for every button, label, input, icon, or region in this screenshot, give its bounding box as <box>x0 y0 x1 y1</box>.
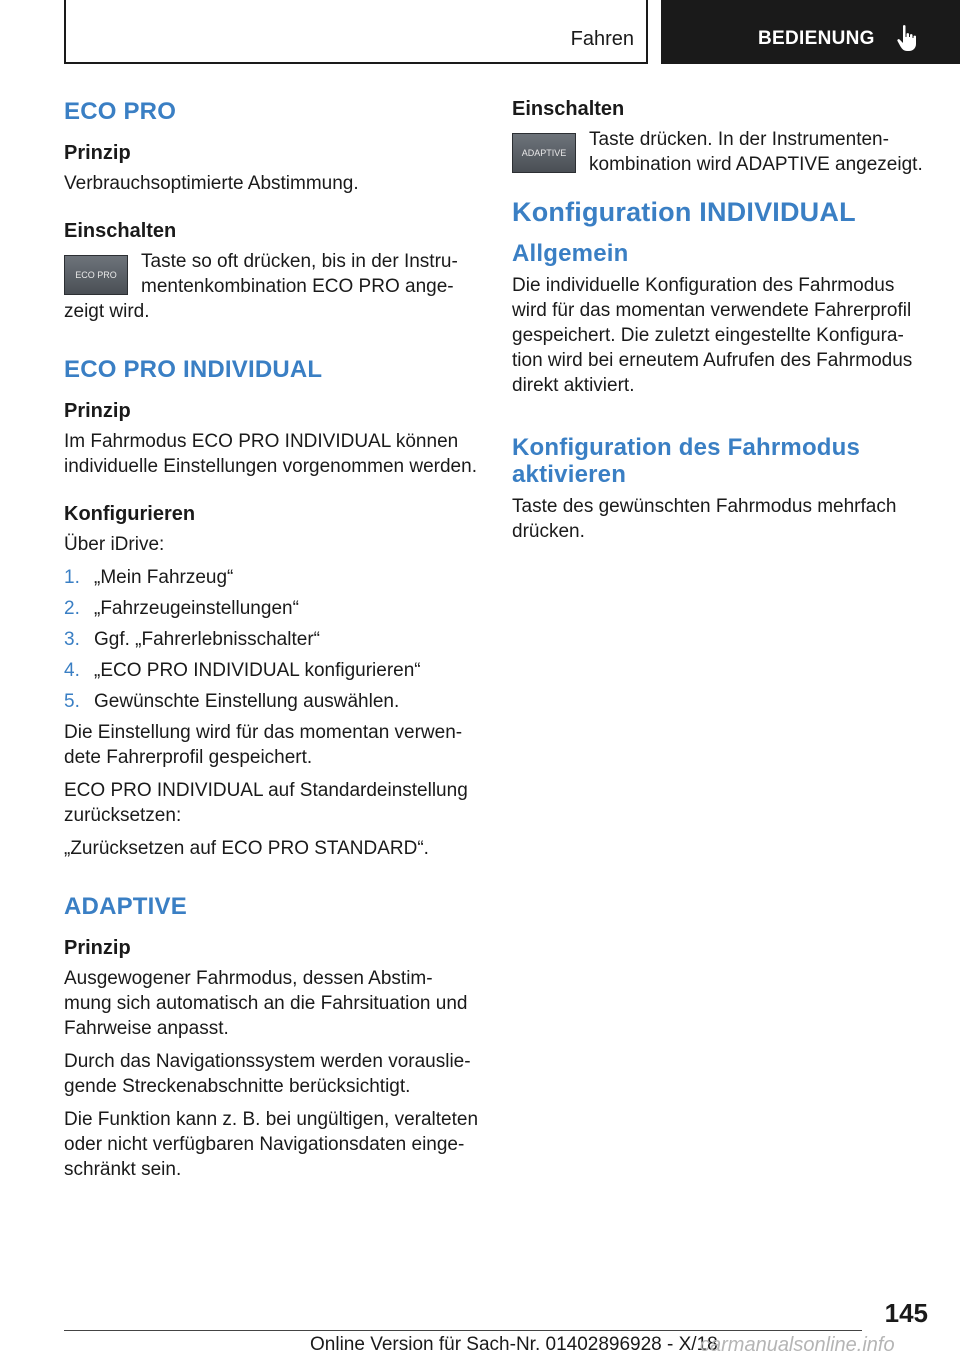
konfigurieren-intro: Über iDrive: <box>64 534 165 555</box>
allgemein-heading: Allgemein <box>512 240 629 267</box>
header-chapter-title: BEDIENUNG <box>758 28 875 49</box>
list-item: 5. Gewünschte Einstellung auswählen. <box>64 691 400 712</box>
page-number: 145 <box>884 1298 928 1328</box>
list-item: 1. „Mein Fahrzeug“ <box>64 567 234 588</box>
header-section-title: Fahren <box>570 28 634 50</box>
right-column <box>512 98 932 552</box>
header-section-box <box>64 0 648 64</box>
konfigurieren-heading: Konfigurieren <box>64 503 196 525</box>
individual-note-3: „Zurücksetzen auf ECO PRO STANDARD“. <box>64 838 429 859</box>
left-column <box>64 98 480 1190</box>
adaptive-button-image: ADAPTIVE <box>512 133 576 173</box>
eco-pro-einschalten-heading: Einschalten <box>64 220 177 242</box>
individual-prinzip-text: Im Fahrmodus ECO PRO INDIVIDUAL können individuelle Einstellungen vorgenommen werden. <box>64 431 477 477</box>
adaptive-einschalten-text: Taste drücken. In der Instrumenten-kombination wird ADAPTIVE angezeigt. <box>589 129 923 175</box>
eco-pro-prinzip-heading: Prinzip <box>64 142 131 164</box>
footer-divider <box>64 1330 862 1331</box>
aktivieren-heading: Konfiguration des Fahrmodus aktivieren <box>512 434 861 488</box>
individual-note-1: Die Einstellung wird für das momentan verwen-dete Fahrerprofil gespeichert. <box>64 722 463 768</box>
adaptive-title: ADAPTIVE <box>64 893 187 920</box>
eco-pro-einschalten-text: Taste so oft drücken, bis in der Instru- mentenkombination ECO PRO ange- <box>141 251 458 297</box>
adaptive-text-1: Ausgewogener Fahrmodus, dessen Abstim-mung sich automatisch an die Fahrsituation und Fahrweise anpasst. <box>64 968 468 1039</box>
header-chapter-tab <box>661 0 960 64</box>
eco-pro-button-row <box>64 249 480 299</box>
adaptive-text-3: Die Funktion kann z. B. bei ungültigen, veralteten oder nicht verfügbaren Navigationsdaten einge-schränkt sein. <box>64 1109 479 1180</box>
online-version-text: Online Version für Sach-Nr. 01402896928 - X/18 <box>310 1334 718 1355</box>
list-item: 3. Ggf. „Fahrerlebnisschalter“ <box>64 629 320 650</box>
konfigurieren-steps <box>64 565 480 714</box>
aktivieren-text: Taste des gewünschten Fahrmodus mehrfach drücken. <box>512 496 897 542</box>
eco-pro-individual-title: ECO PRO INDIVIDUAL <box>64 356 323 383</box>
individual-note-2: ECO PRO INDIVIDUAL auf Standardeinstellung zurücksetzen: <box>64 780 468 826</box>
adaptive-prinzip-heading: Prinzip <box>64 937 131 959</box>
list-item: 2. „Fahrzeugeinstellungen“ <box>64 598 299 619</box>
list-item: 4. „ECO PRO INDIVIDUAL konfigurieren“ <box>64 660 421 681</box>
allgemein-text: Die individuelle Konfiguration des Fahrmodus wird für das momentan verwendete Fahrerprofil gespeichert. Die zuletzt eingestellte Konfigura-tion wird bei erneutem Aufrufen des Fahrmodus direkt aktiviert. <box>512 275 913 396</box>
adaptive-button-row <box>512 127 932 177</box>
eco-pro-title: ECO PRO <box>64 98 177 125</box>
eco-pro-einschalten-text-cont: zeigt wird. <box>64 301 150 322</box>
adaptive-einschalten-heading: Einschalten <box>512 98 625 120</box>
individual-prinzip-heading: Prinzip <box>64 400 131 422</box>
eco-pro-prinzip-text: Verbrauchsoptimierte Abstimmung. <box>64 173 359 194</box>
watermark: carmanualsonline.info <box>700 1334 895 1356</box>
adaptive-text-2: Durch das Navigationssystem werden vorauslie-gende Streckenabschnitte berücksichtigt. <box>64 1051 471 1097</box>
pointing-hand-icon <box>895 24 921 52</box>
eco-pro-button-image: ECO PRO <box>64 255 128 295</box>
konfiguration-individual-title: Konfiguration INDIVIDUAL <box>512 197 856 227</box>
